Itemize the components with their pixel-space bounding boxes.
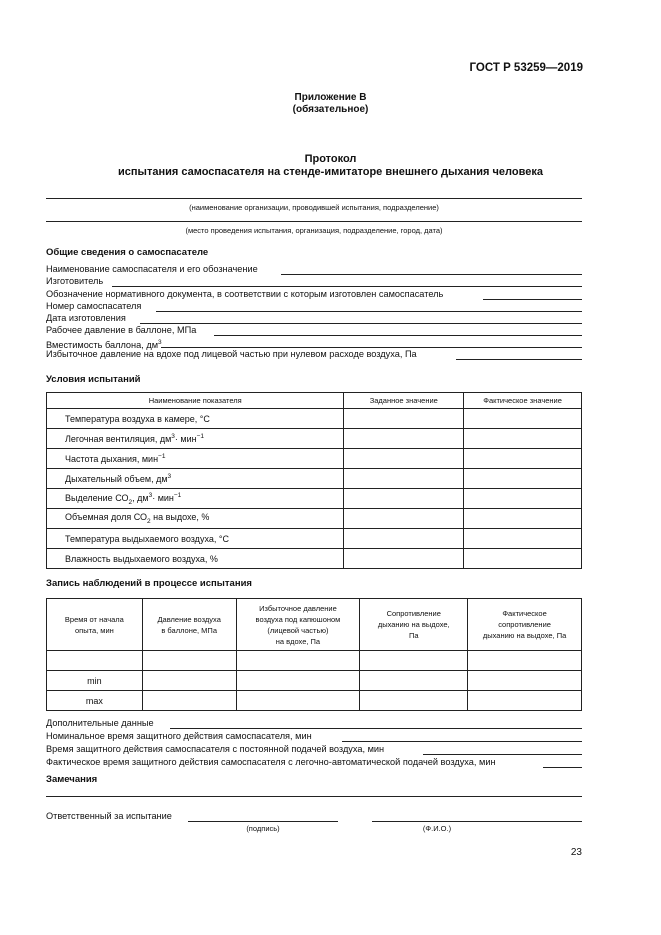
name-caption: (Ф.И.О.) — [422, 824, 452, 833]
general-row-field[interactable] — [140, 323, 582, 324]
actual-value-cell[interactable] — [464, 449, 582, 469]
header-line: Па — [408, 631, 419, 640]
conditions-header: Заданное значение — [344, 393, 464, 409]
set-value-cell[interactable] — [344, 489, 464, 509]
observations-header — [142, 599, 236, 651]
additional-row-field[interactable] — [342, 741, 582, 742]
set-value-cell[interactable] — [344, 509, 464, 529]
set-value-cell[interactable] — [344, 549, 464, 569]
sup: −1 — [173, 491, 182, 499]
general-row-label: Рабочее давление в баллоне, МПа — [46, 325, 197, 335]
header-line: Избыточное давление — [259, 603, 337, 613]
condition-label: Выделение СО — [65, 492, 129, 503]
condition-label-part: · мин — [152, 492, 174, 503]
header-line: на вдохе, Па — [275, 636, 321, 646]
observation-cell[interactable] — [142, 651, 236, 671]
general-row-field[interactable] — [112, 286, 582, 287]
observation-cell[interactable] — [360, 671, 468, 691]
observation-cell[interactable] — [468, 691, 582, 711]
condition-label-part: · мин — [174, 434, 197, 444]
additional-row-field[interactable] — [170, 728, 582, 729]
observation-cell[interactable] — [142, 691, 236, 711]
general-row-field[interactable] — [156, 311, 582, 312]
page-number: 23 — [570, 847, 582, 858]
org-caption: (наименование организации, проводившей испытания, подразделение) — [189, 203, 439, 212]
document-code: ГОСТ Р 53259—2019 — [469, 62, 583, 74]
observations-header — [236, 599, 360, 651]
conditions-table — [46, 392, 582, 569]
protocol-subtitle: испытания самоспасателя на стенде-имитаторе внешнего дыхания человека — [118, 166, 543, 178]
additional-row-label: Номинальное время защитного действия самоспасателя, мин — [46, 731, 312, 741]
observation-cell[interactable] — [236, 691, 360, 711]
condition-label: Дыхательный объем, дм — [65, 474, 168, 484]
sub: 2 — [147, 517, 151, 525]
general-row-label: Обозначение нормативного документа, в соответствии с которым изготовлен самоспасатель — [46, 289, 444, 299]
table-row — [47, 529, 344, 549]
table-row — [47, 489, 344, 509]
table-row — [47, 409, 344, 429]
actual-value-cell[interactable] — [464, 429, 582, 449]
observation-cell[interactable] — [468, 671, 582, 691]
observation-time-cell[interactable] — [47, 651, 143, 671]
observation-time-cell[interactable]: min — [47, 671, 143, 691]
condition-label: Температура воздуха в камере, °С — [65, 413, 210, 424]
conditions-header: Фактическое значение — [464, 393, 582, 409]
actual-value-cell[interactable] — [464, 409, 582, 429]
general-row-field[interactable] — [281, 274, 582, 275]
general-heading: Общие сведения о самоспасателе — [46, 247, 209, 258]
remarks-heading: Замечания — [46, 774, 98, 785]
condition-label: Легочная вентиляция, дм — [65, 434, 172, 444]
header-line: Сопротивление — [386, 609, 441, 618]
general-row-label: Вместимость баллона, дм — [46, 340, 159, 351]
header-line: Фактическое — [502, 609, 547, 618]
general-row-field[interactable] — [483, 299, 582, 300]
appendix-subtitle: (обязательное) — [292, 104, 369, 115]
sup: −1 — [158, 453, 166, 460]
appendix-title: Приложение В — [294, 92, 367, 103]
actual-value-cell[interactable] — [464, 549, 582, 569]
additional-row-field[interactable] — [423, 754, 582, 755]
header-line: дыханию на выдохе, Па — [482, 631, 567, 640]
condition-label: Влажность выдыхаемого воздуха, % — [65, 553, 218, 564]
table-row — [47, 549, 344, 569]
actual-value-cell[interactable] — [464, 489, 582, 509]
sup: 3 — [167, 473, 172, 480]
header-line: дыханию на выдохе, — [377, 620, 450, 629]
header-line: Время от начала — [64, 614, 124, 624]
observations-header — [360, 599, 468, 651]
header-line: сопротивление — [498, 620, 551, 629]
remarks-line[interactable] — [46, 796, 582, 797]
header-line: в баллоне, МПа — [161, 625, 217, 635]
sup: −1 — [196, 433, 205, 440]
sup: 3 — [171, 433, 175, 440]
signature-caption: (подпись) — [246, 824, 280, 833]
observation-cell[interactable] — [236, 651, 360, 671]
observations-header — [47, 599, 143, 651]
condition-label: Температура выдыхаемого воздуха, °С — [65, 533, 229, 544]
protocol-title: Протокол — [304, 153, 357, 165]
set-value-cell[interactable] — [344, 469, 464, 489]
conditions-header: Наименование показателя — [47, 393, 344, 409]
table-row — [47, 469, 344, 489]
sub: 2 — [128, 498, 133, 506]
condition-label-part: на выдохе, % — [150, 512, 210, 523]
conditions-heading: Условия испытаний — [46, 374, 141, 385]
header-line: (лицевой частью) — [267, 625, 329, 635]
actual-value-cell[interactable] — [464, 469, 582, 489]
cube-superscript: 3 — [158, 339, 162, 346]
additional-row-label: Фактическое время защитного действия самоспасателя с легочно-автоматической подачей воздуха, мин — [46, 757, 496, 767]
observation-time-cell[interactable]: max — [47, 691, 143, 711]
place-caption: (место проведения испытания, организация, подразделение, город, дата) — [185, 226, 443, 235]
set-value-cell[interactable] — [344, 449, 464, 469]
general-row-label: Изготовитель — [46, 276, 104, 286]
name-field[interactable] — [372, 821, 582, 822]
additional-row-label: Время защитного действия самоспасателя с постоянной подачей воздуха, мин — [46, 744, 385, 754]
general-row-label: Номер самоспасателя — [46, 301, 142, 311]
general-row-label: Дата изготовления — [46, 313, 126, 323]
set-value-cell[interactable] — [344, 429, 464, 449]
general-row-field[interactable] — [161, 347, 582, 348]
set-value-cell[interactable] — [344, 409, 464, 429]
table-row — [47, 449, 344, 469]
header-line: Давление воздуха — [157, 614, 221, 624]
actual-value-cell[interactable] — [464, 529, 582, 549]
additional-row-label: Дополнительные данные — [46, 718, 154, 728]
condition-label-part: , дм — [132, 492, 149, 503]
table-row — [47, 509, 344, 529]
sup: 3 — [148, 491, 153, 499]
general-row-field[interactable] — [456, 359, 582, 360]
observation-cell[interactable] — [360, 691, 468, 711]
actual-value-cell[interactable] — [464, 509, 582, 529]
observation-cell[interactable] — [236, 671, 360, 691]
signature-field[interactable] — [188, 821, 338, 822]
set-value-cell[interactable] — [344, 529, 464, 549]
condition-label: Объемная доля СО — [65, 512, 148, 523]
general-row-label: Избыточное давление на вдохе под лицевой частью при нулевом расходе воздуха, Па — [46, 349, 417, 359]
general-row-label: Наименование самоспасателя и его обозначение — [46, 264, 258, 274]
place-line[interactable] — [46, 221, 582, 222]
additional-row-field[interactable] — [543, 767, 582, 768]
general-row-field[interactable] — [214, 335, 582, 336]
header-line: опыта, мин — [74, 625, 114, 635]
observation-cell[interactable] — [360, 651, 468, 671]
header-line: воздуха под капюшоном — [255, 614, 341, 624]
org-line[interactable] — [46, 198, 582, 199]
signature-label: Ответственный за испытание — [46, 811, 172, 821]
condition-label: Частота дыхания, мин — [65, 454, 159, 464]
observations-heading: Запись наблюдений в процессе испытания — [46, 578, 252, 589]
observation-cell[interactable] — [142, 671, 236, 691]
observation-cell[interactable] — [468, 651, 582, 671]
observations-header — [468, 599, 582, 651]
table-row — [47, 429, 344, 449]
observations-table — [46, 598, 582, 711]
